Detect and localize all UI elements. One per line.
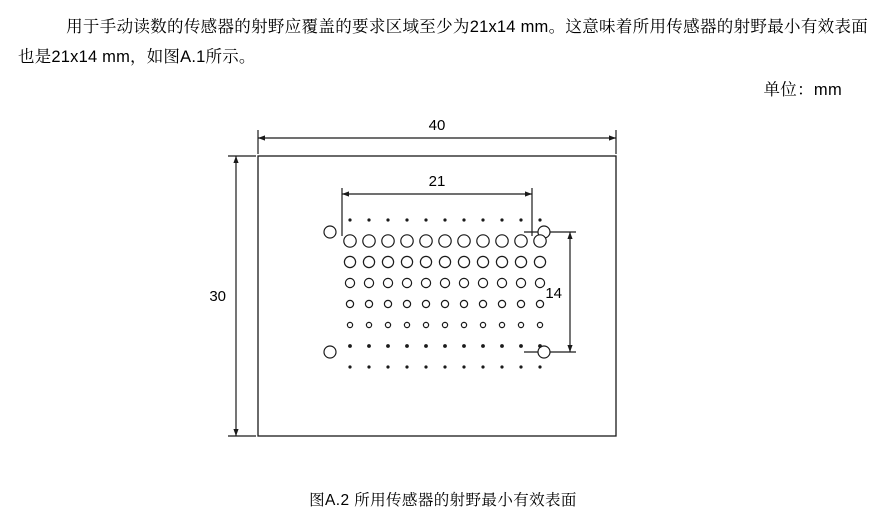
grid-dot — [462, 218, 465, 221]
grid-dot — [422, 300, 429, 307]
grid-dot — [534, 235, 546, 247]
grid-dot — [458, 256, 469, 267]
grid-dot — [401, 256, 412, 267]
grid-dot — [462, 365, 465, 368]
grid-dot — [386, 344, 390, 348]
grid-dot — [496, 256, 507, 267]
grid-dot — [477, 256, 488, 267]
grid-dot — [364, 278, 373, 287]
corner-circle-0 — [324, 226, 336, 238]
grid-dot — [424, 344, 428, 348]
grid-dot — [405, 344, 409, 348]
outer-height-label: 30 — [209, 288, 226, 305]
grid-dot — [498, 300, 505, 307]
grid-dot — [478, 278, 487, 287]
grid-dot — [460, 300, 467, 307]
grid-dot — [519, 344, 523, 348]
grid-dot — [439, 235, 451, 247]
grid-dot — [535, 278, 544, 287]
grid-dot — [386, 218, 389, 221]
figure-caption: 图A.2 所用传感器的射野最小有效表面 — [309, 492, 577, 509]
grid-dot — [439, 256, 450, 267]
grid-dot — [461, 322, 466, 327]
inner-width-label: 21 — [428, 173, 446, 190]
grid-dot — [404, 322, 409, 327]
grid-dot — [458, 235, 470, 247]
outer-height-dimension-arrowhead — [233, 429, 238, 436]
grid-dot — [402, 278, 411, 287]
grid-dot — [481, 344, 485, 348]
unit-label: 单位：mm — [763, 81, 842, 99]
grid-dot — [405, 365, 408, 368]
grid-dot — [517, 300, 524, 307]
grid-dot — [348, 218, 351, 221]
grid-dot — [367, 344, 371, 348]
grid-dot — [363, 235, 375, 247]
grid-dot — [382, 256, 393, 267]
paragraph-text: 用于手动读数的传感器的射野应覆盖的要求区域至少为21x14 mm。这意味着所用传感器的射野最小有效表面也是21x14 mm，如图A.1所示。 — [18, 18, 868, 66]
plate-rectangle — [258, 156, 616, 436]
grid-dot — [440, 278, 449, 287]
body-paragraph — [18, 12, 868, 72]
grid-dot — [421, 278, 430, 287]
grid-dot — [344, 235, 356, 247]
grid-dot — [500, 344, 504, 348]
grid-dot — [537, 322, 542, 327]
grid-dot — [443, 344, 447, 348]
grid-dot — [424, 218, 427, 221]
grid-dot — [443, 365, 446, 368]
grid-dot — [481, 218, 484, 221]
inner-height-label: 14 — [545, 285, 562, 302]
grid-dot — [401, 235, 413, 247]
outer-width-dimension-arrowhead — [258, 135, 265, 140]
grid-dot — [496, 235, 508, 247]
grid-dot — [519, 218, 522, 221]
grid-dot — [497, 278, 506, 287]
outer-width-label: 40 — [428, 120, 446, 134]
grid-dot — [383, 278, 392, 287]
grid-dot — [538, 218, 541, 221]
grid-dot — [405, 218, 408, 221]
grid-dot — [363, 256, 374, 267]
grid-dot — [534, 256, 545, 267]
grid-dot — [443, 218, 446, 221]
grid-dot — [500, 365, 503, 368]
grid-dot — [348, 344, 352, 348]
grid-dot — [345, 278, 354, 287]
grid-dot — [477, 235, 489, 247]
grid-dot — [366, 322, 371, 327]
grid-dot — [423, 322, 428, 327]
grid-dot — [384, 300, 391, 307]
grid-dot — [441, 300, 448, 307]
grid-dot — [499, 322, 504, 327]
grid-dot — [365, 300, 372, 307]
grid-dot — [462, 344, 466, 348]
outer-width-dimension-arrowhead — [609, 135, 616, 140]
grid-dot — [367, 365, 370, 368]
grid-dot — [519, 365, 522, 368]
grid-dot — [515, 235, 527, 247]
grid-dot — [538, 365, 541, 368]
grid-dot — [382, 235, 394, 247]
grid-dot — [420, 256, 431, 267]
grid-dot — [500, 218, 503, 221]
grid-dot — [516, 278, 525, 287]
grid-dot — [348, 365, 351, 368]
grid-dot — [420, 235, 432, 247]
grid-dot — [367, 218, 370, 221]
grid-dot — [536, 300, 543, 307]
grid-dot — [518, 322, 523, 327]
grid-dot — [481, 365, 484, 368]
figure-diagram — [0, 120, 886, 480]
outer-height-dimension-arrowhead — [233, 156, 238, 163]
grid-dot — [538, 344, 542, 348]
grid-dot — [424, 365, 427, 368]
grid-dot — [479, 300, 486, 307]
grid-dot — [385, 322, 390, 327]
grid-dot — [459, 278, 468, 287]
grid-dot — [515, 256, 526, 267]
grid-dot — [442, 322, 447, 327]
grid-dot — [480, 322, 485, 327]
grid-dot — [386, 365, 389, 368]
grid-dot — [344, 256, 355, 267]
grid-dot — [347, 322, 352, 327]
corner-circle-2 — [324, 346, 336, 358]
grid-dot — [346, 300, 353, 307]
grid-dot — [403, 300, 410, 307]
